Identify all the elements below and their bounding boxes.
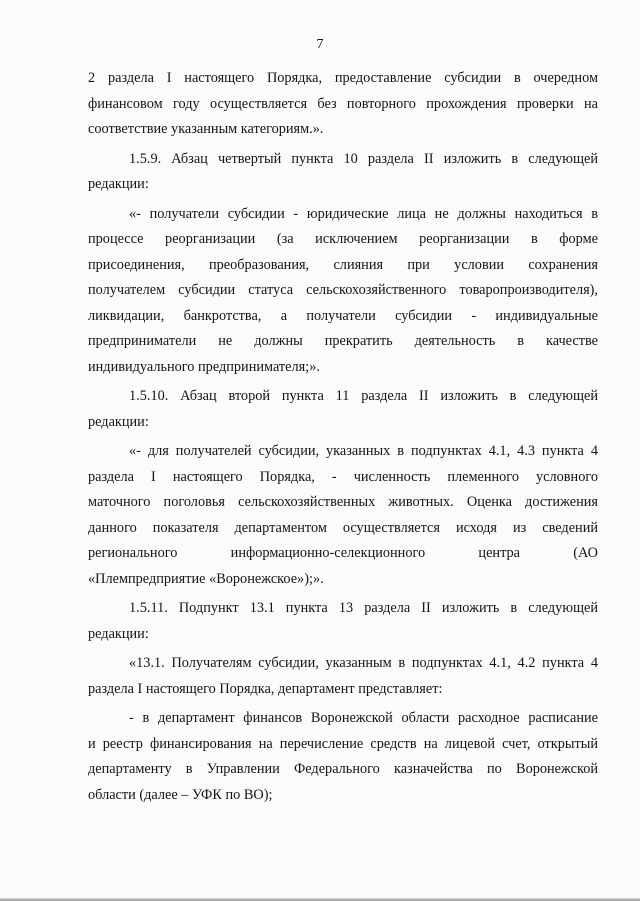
text-line: предприниматели не должны прекратить деятельность в качестве [88, 333, 598, 349]
text-line: раздела I настоящего Порядка, департамент представляет: [88, 680, 443, 697]
text-line: редакции: [88, 176, 149, 192]
text-line: 1.5.10. Абзац второй пункта 11 раздела II изложить в следующей [129, 388, 598, 404]
text-line: присоединения, преобразования, слияния при условии сохранения [88, 256, 598, 273]
text-line: - в департамент финансов Воронежской области расходное расписание [129, 710, 598, 726]
text-line: «- получатели субсидии - юридические лица не должны находиться в [129, 205, 598, 222]
text-line: редакции: [88, 413, 149, 430]
text-line: области (далее – УФК по ВО); [88, 786, 273, 803]
text-line: «13.1. Получателям субсидии, указанным в подпунктах 4.1, 4.2 пункта 4 [129, 655, 598, 671]
text-line: «Племпредприятие «Воронежское»);». [88, 570, 324, 587]
text-line: индивидуального предпринимателя;». [88, 358, 320, 375]
text-line: 1.5.11. Подпункт 13.1 пункта 13 раздела II изложить в следующей [129, 600, 598, 616]
text-line: регионального информационно-селекционного центра (АО [88, 545, 598, 561]
text-line: департаменту в Управлении Федерального казначейства по Воронежской [88, 761, 598, 777]
text-line: раздела I настоящего Порядка, - численность племенного условного [88, 468, 598, 485]
text-line: 2 раздела I настоящего Порядка, предоставление субсидии в очередном [88, 70, 598, 86]
text-line: и реестр финансирования на перечисление средств на лицевой счет, открытый [88, 735, 598, 752]
text-line: соответствие указанным категориям.». [88, 121, 324, 137]
text-line: ликвидации, банкротства, а получатели субсидии - индивидуальные [88, 307, 598, 324]
text-line: маточного поголовья сельскохозяйственных животных. Оценка достижения [88, 494, 598, 510]
text-line: получателем субсидии статуса сельскохозяйственного товаропроизводителя), [88, 282, 598, 298]
text-line: «- для получателей субсидии, указанных в подпунктах 4.1, 4.3 пункта 4 [129, 443, 598, 459]
text-line: 1.5.9. Абзац четвертый пункта 10 раздела II изложить в следующей [129, 150, 598, 167]
page-number: 7 [316, 37, 324, 52]
text-line: данного показателя департаментом осуществляется исходя из сведений [88, 519, 598, 536]
text-line: процессе реорганизации (за исключением реорганизации в форме [88, 231, 598, 247]
document-body [88, 66, 598, 808]
text-line: редакции: [88, 625, 149, 642]
text-line: финансовом году осуществляется без повторного прохождения проверки на [88, 95, 598, 112]
